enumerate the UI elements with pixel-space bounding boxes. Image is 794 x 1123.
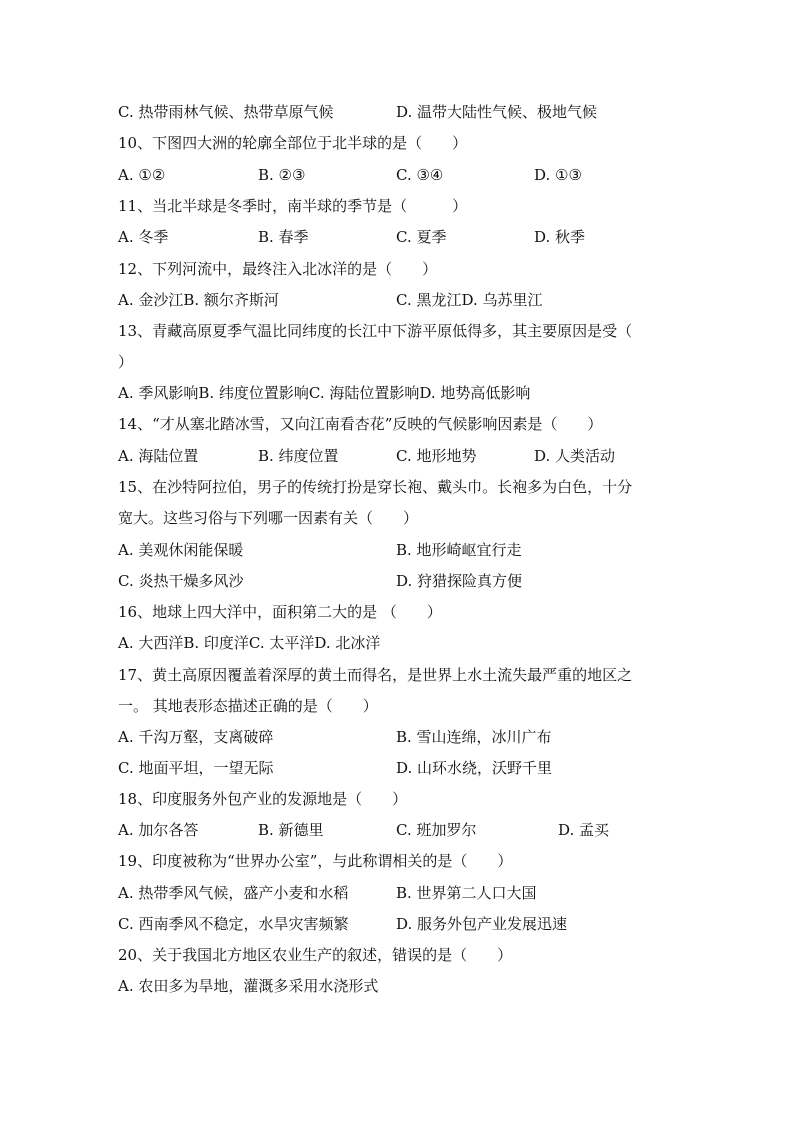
question-13-options: A. 季风影响B. 纬度位置影响C. 海陆位置影响D. 地势高低影响: [118, 384, 531, 402]
option-c: C. 地面平坦，一望无际: [118, 759, 274, 777]
question-13: 13、青藏高原夏季气温比同纬度的长江中下游平原低得多，其主要原因是受（: [118, 322, 633, 340]
option-b: B. 雪山连绵，冰川广布: [396, 728, 552, 746]
option-c: C. 热带雨林气候、热带草原气候: [118, 103, 334, 121]
option-c: C. 地形地势: [396, 447, 477, 465]
option-d: D. 温带大陆性气候、极地气候: [396, 103, 598, 121]
option-d: D. 服务外包产业发展迅速: [396, 915, 568, 933]
option-a: A. 热带季风气候，盛产小麦和水稻: [118, 884, 349, 902]
question-15: 15、在沙特阿拉伯，男子的传统打扮是穿长袍、戴头巾。长袍多为白色，十分: [118, 478, 633, 496]
option-d: D. 孟买: [558, 821, 610, 839]
option-d: D. 狩猎探险真方便: [396, 572, 523, 590]
option-b: B. ②③: [258, 166, 306, 184]
option-c: C. 西南季风不稳定，水旱灾害频繁: [118, 915, 349, 933]
option-cd: C. 黑龙江D. 乌苏里江: [396, 291, 543, 309]
option-a: A. 加尔各答: [118, 821, 199, 839]
option-b: B. 纬度位置: [258, 447, 339, 465]
option-c: C. 班加罗尔: [396, 821, 477, 839]
option-a: A. ①②: [118, 166, 166, 184]
option-c: C. 夏季: [396, 228, 447, 246]
question-17: 17、黄土高原因覆盖着深厚的黄土而得名，是世界上水土流失最严重的地区之: [118, 666, 633, 684]
option-b: B. 春季: [258, 228, 309, 246]
option-d: D. 秋季: [534, 228, 586, 246]
question-18: 18、印度服务外包产业的发源地是（ ）: [118, 790, 408, 808]
option-a: A. 美观休闲能保暖: [118, 541, 244, 559]
option-d: D. 人类活动: [534, 447, 616, 465]
question-17-continued: 一。 其地表形态描述正确的是（ ）: [118, 697, 378, 715]
option-d: D. ①③: [534, 166, 582, 184]
question-11: 11、当北半球是冬季时，南半球的季节是（ ）: [118, 197, 468, 215]
option-c: C. 炎热干燥多风沙: [118, 572, 244, 590]
question-16-options: A. 大西洋B. 印度洋C. 太平洋D. 北冰洋: [118, 634, 381, 652]
option-d: D. 山环水绕，沃野千里: [396, 759, 553, 777]
option-c: C. ③④: [396, 166, 444, 184]
question-14: 14、“才从塞北踏冰雪，又向江南看杏花”反映的气候影响因素是（ ）: [118, 415, 603, 433]
question-20: 20、关于我国北方地区农业生产的叙述，错误的是（ ）: [118, 946, 513, 964]
question-19: 19、印度被称为“世界办公室”，与此称谓相关的是（ ）: [118, 852, 513, 870]
question-16: 16、地球上四大洋中，面积第二大的是 （ ）: [118, 603, 442, 621]
option-ab: A. 金沙江B. 额尔齐斯河: [118, 291, 279, 309]
option-a: A. 千沟万壑，支离破碎: [118, 728, 274, 746]
question-20-option-a: A. 农田多为旱地，灌溉多采用水浇形式: [118, 977, 379, 995]
option-b: B. 地形崎岖宜行走: [396, 541, 522, 559]
option-a: A. 冬季: [118, 228, 169, 246]
question-13-continued: ）: [118, 353, 134, 371]
option-b: B. 世界第二人口大国: [396, 884, 537, 902]
question-15-continued: 宽大。这些习俗与下列哪一因素有关（ ）: [118, 509, 419, 527]
option-b: B. 新德里: [258, 821, 324, 839]
option-a: A. 海陆位置: [118, 447, 199, 465]
question-12: 12、下列河流中，最终注入北冰洋的是（ ）: [118, 260, 438, 278]
question-10: 10、下图四大洲的轮廓全部位于北半球的是（ ）: [118, 134, 468, 152]
